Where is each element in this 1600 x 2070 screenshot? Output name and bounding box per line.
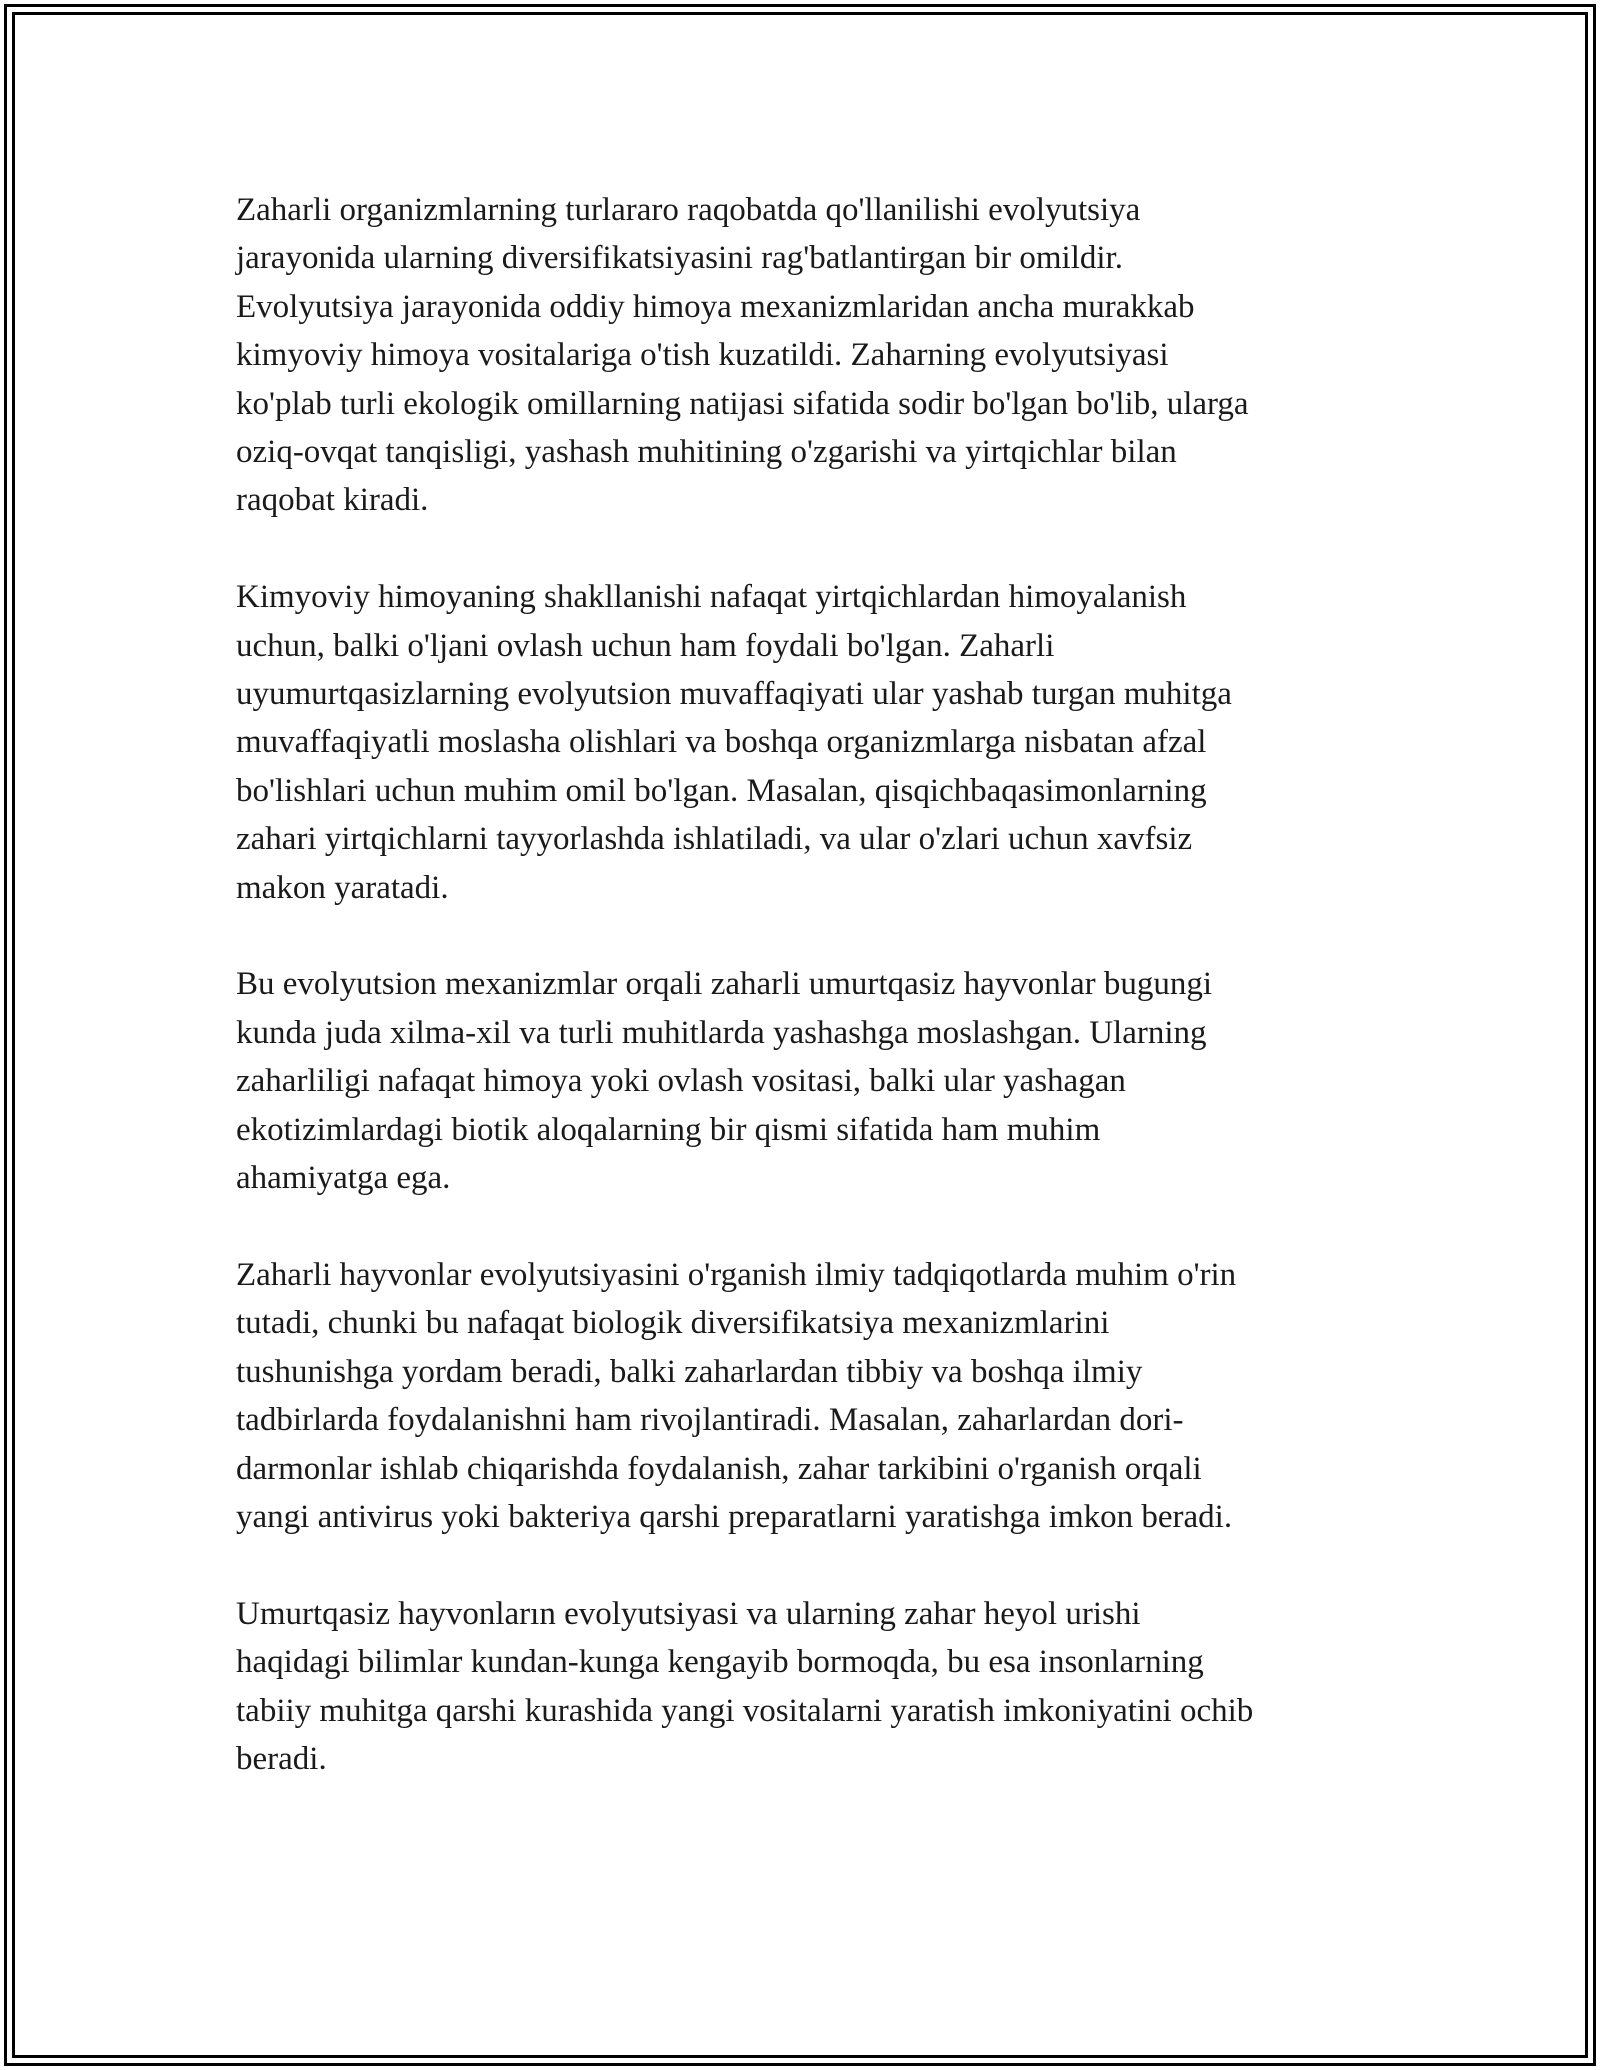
paragraph-line: uchun, balki o'ljani ovlash uchun ham foydali bo'lgan. Zaharli	[236, 627, 1055, 664]
document-body	[236, 186, 1376, 1832]
paragraph-1	[236, 186, 1376, 525]
paragraph-line: makon yaratadi.	[236, 869, 449, 906]
paragraph-line: haqidagi bilimlar kundan-kunga kengayib bormoqda, bu esa insonlarning	[236, 1644, 1204, 1681]
paragraph-3	[236, 960, 1376, 1202]
paragraph-line: beradi.	[236, 1740, 327, 1777]
paragraph-line: tadbirlarda foydalanishni ham rivojlantiradi. Masalan, zaharlardan dori-	[236, 1402, 1184, 1439]
paragraph-4	[236, 1251, 1376, 1541]
paragraph-line: ko'plab turli ekologik omillarning natijasi sifatida sodir bo'lgan bo'lib, ularga	[236, 385, 1249, 422]
paragraph-line: Zaharli organizmlarning turlararo raqobatda qo'llanilishi evolyutsiya	[236, 192, 1141, 228]
paragraph-line: kimyoviy himoya vositalariga o'tish kuzatildi. Zaharning evolyutsiyasi	[236, 337, 1169, 374]
paragraph-5	[236, 1590, 1376, 1784]
paragraph-line: Evolyutsiya jarayonida oddiy himoya mexanizmlaridan ancha murakkab	[236, 288, 1195, 325]
paragraph-line: yangi antivirus yoki bakteriya qarshi preparatlarni yaratishga imkon beradi.	[236, 1498, 1233, 1535]
paragraph-line: ekotizimlardagi biotik aloqalarning bir qismi sifatida ham muhim	[236, 1111, 1101, 1148]
paragraph-line: uyumurtqasizlarning evolyutsion muvaffaqiyati ular yashab turgan muhitga	[236, 676, 1232, 713]
paragraph-line: Bu evolyutsion mexanizmlar orqali zaharli umurtqasiz hayvonlar bugungi	[236, 966, 1212, 1003]
paragraph-line: zaharliligi nafaqat himoya yoki ovlash vositasi, balki ular yashagan	[236, 1063, 1126, 1100]
paragraph-line: bo'lishlari uchun muhim omil bo'lgan. Masalan, qisqichbaqasimonlarning	[236, 772, 1207, 809]
paragraph-line: tushunishga yordam beradi, balki zaharlardan tibbiy va boshqa ilmiy	[236, 1353, 1143, 1390]
paragraph-line: oziq-ovqat tanqisligi, yashash muhitining o'zgarishi va yirtqichlar bilan	[236, 434, 1177, 471]
paragraph-line: jarayonida ularning diversifikatsiyasini rag'batlantirgan bir omildir.	[236, 240, 1123, 277]
paragraph-line: Kimyoviy himoyaning shakllanishi nafaqat yirtqichlardan himoyalanish	[236, 579, 1187, 616]
paragraph-line: Umurtqasiz hayvonların evolyutsiyasi va ularning zahar heyol urishi	[236, 1595, 1141, 1632]
paragraph-line: muvaffaqiyatli moslasha olishlari va boshqa organizmlarga nisbatan afzal	[236, 724, 1207, 761]
paragraph-line: ahamiyatga ega.	[236, 1160, 451, 1197]
paragraph-line: raqobat kiradi.	[236, 482, 429, 519]
paragraph-2	[236, 573, 1376, 912]
paragraph-line: darmonlar ishlab chiqarishda foydalanish, zahar tarkibini o'rganish orqali	[236, 1450, 1202, 1487]
paragraph-line: zahari yirtqichlarni tayyorlashda ishlatiladi, va ular o'zlari uchun xavfsiz	[236, 821, 1193, 858]
paragraph-line: tabiiy muhitga qarshi kurashida yangi vositalarni yaratish imkoniyatini ochib	[236, 1692, 1254, 1729]
paragraph-line: kunda juda xilma-xil va turli muhitlarda yashashga moslashgan. Ularning	[236, 1014, 1207, 1051]
paragraph-line: tutadi, chunki bu nafaqat biologik diversifikatsiya mexanizmlarini	[236, 1305, 1110, 1342]
paragraph-line: Zaharli hayvonlar evolyutsiyasini o'rganish ilmiy tadqiqotlarda muhim o'rin	[236, 1256, 1237, 1293]
